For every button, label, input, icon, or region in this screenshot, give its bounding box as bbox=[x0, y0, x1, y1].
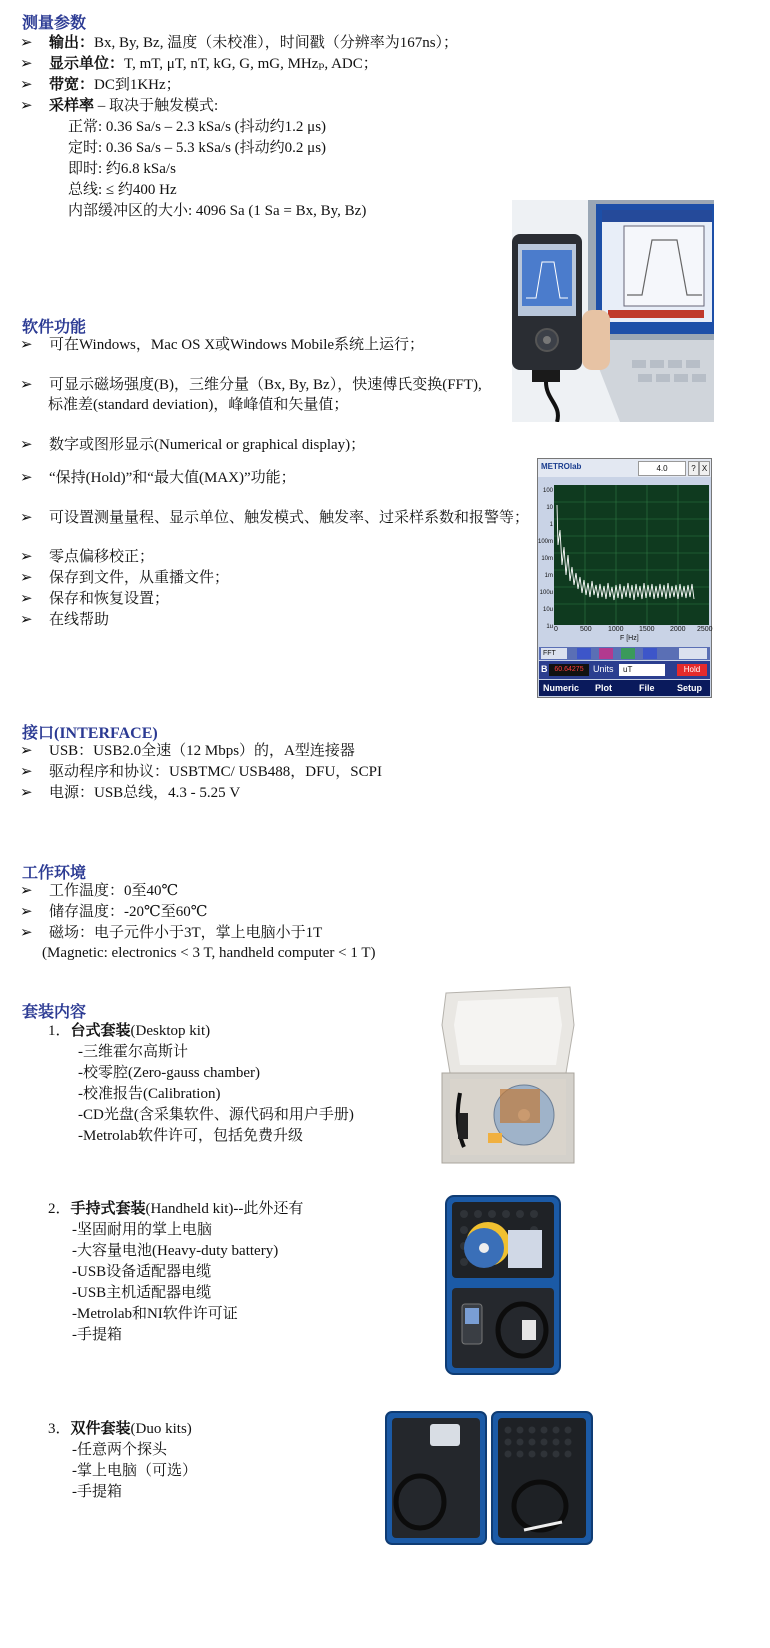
buffer-size: 内部缓冲区的大小: 4096 Sa (1 Sa = Bx, By, Bz) bbox=[68, 203, 367, 219]
sampling-normal: 正常: 0.36 Sa/s – 2.3 kSa/s (抖动约1.2 μs) bbox=[68, 119, 327, 135]
bz-toggle[interactable] bbox=[621, 648, 635, 659]
y-tick-labels: 100 10 1 100m 10m 1m 100u 10u 1u bbox=[538, 488, 554, 630]
tab-file[interactable]: File bbox=[639, 683, 655, 693]
desktop-kit-box-photo bbox=[438, 985, 578, 1167]
sampling-timed: 定时: 0.36 Sa/s – 5.3 kSa/s (抖动约0.2 μs) bbox=[68, 140, 327, 156]
fft-screenshot: METROlab 4.0 ? X 100 10 1 100m 10m 1m 100u 10u 1u 0 500 1000 1500 2000 2500 F [Hz] FFT B 60.64275 Units uT Hold Numeric Plot File Setup bbox=[537, 458, 712, 698]
bullet-arrow-icon: ➢ bbox=[20, 337, 33, 353]
readout-strip bbox=[539, 661, 710, 679]
fft-dropdown[interactable]: FFT bbox=[541, 648, 567, 659]
kit-duo-item: -掌上电脑（可选） bbox=[72, 1463, 197, 1479]
bullet-arrow-icon: ➢ bbox=[20, 591, 33, 607]
by-toggle[interactable] bbox=[599, 648, 613, 659]
handheld-laptop-photo bbox=[512, 200, 714, 422]
bullet-arrow-icon: ➢ bbox=[20, 785, 33, 801]
bullet-arrow-icon: ➢ bbox=[20, 377, 33, 393]
kit-desktop-item: -校准报告(Calibration) bbox=[78, 1086, 221, 1102]
bullet-arrow-icon: ➢ bbox=[20, 925, 33, 941]
kit-handheld-item: -手提箱 bbox=[72, 1327, 122, 1343]
fft-plot-svg bbox=[554, 485, 709, 625]
bmod-toggle[interactable] bbox=[643, 648, 657, 659]
control-strip bbox=[539, 647, 710, 660]
close-button[interactable]: X bbox=[699, 461, 710, 476]
bullet-arrow-icon: ➢ bbox=[20, 549, 33, 565]
magnetic-note: (Magnetic: electronics < 3 T, handheld computer < 1 T) bbox=[42, 945, 376, 961]
bullet-arrow-icon: ➢ bbox=[20, 570, 33, 586]
bullet-arrow-icon: ➢ bbox=[20, 883, 33, 899]
kit-duo-item: -手提箱 bbox=[72, 1484, 122, 1500]
kit-desktop-item: -校零腔(Zero-gauss chamber) bbox=[78, 1065, 261, 1081]
section-title-software: 软件功能 bbox=[22, 319, 87, 336]
bx-toggle[interactable] bbox=[577, 648, 591, 659]
kit-handheld-item: -USB设备适配器电缆 bbox=[72, 1264, 212, 1280]
kit-handheld-item: -USB主机适配器电缆 bbox=[72, 1285, 212, 1301]
units-label: Units bbox=[593, 664, 614, 674]
section-title-interface: 接口(INTERFACE) bbox=[22, 725, 158, 742]
section-title-measure: 测量参数 bbox=[22, 15, 87, 32]
bullet-arrow-icon: ➢ bbox=[20, 35, 33, 51]
kit-desktop-item: -Metrolab软件许可，包括免费升级 bbox=[78, 1128, 303, 1144]
kit-desktop-item: -CD光盘(含采集软件、源代码和用户手册) bbox=[78, 1107, 354, 1123]
bullet-arrow-icon: ➢ bbox=[20, 77, 33, 93]
kit-handheld-item: -Metrolab和NI软件许可证 bbox=[72, 1306, 238, 1322]
units-dropdown[interactable]: uT bbox=[619, 664, 665, 676]
kit-handheld-heading: 2．手持式套装(Handheld kit)--此外还有 bbox=[48, 1201, 304, 1217]
tab-bar bbox=[539, 680, 710, 696]
bullet-arrow-icon: ➢ bbox=[20, 470, 33, 486]
duo-kit-case-photo bbox=[384, 1410, 594, 1546]
kit-handheld-item: -大容量电池(Heavy-duty battery) bbox=[72, 1243, 279, 1259]
metrolab-logo: METROlab bbox=[541, 462, 582, 471]
section-title-environment: 工作环境 bbox=[22, 865, 87, 882]
bullet-arrow-icon: ➢ bbox=[20, 743, 33, 759]
bullet-arrow-icon: ➢ bbox=[20, 510, 33, 526]
bullet-arrow-icon: ➢ bbox=[20, 612, 33, 628]
kit-handheld-item: -坚固耐用的掌上电脑 bbox=[72, 1222, 212, 1238]
kit-desktop-item: -三维霍尔高斯计 bbox=[78, 1044, 188, 1060]
tab-plot[interactable]: Plot bbox=[595, 683, 612, 693]
help-button[interactable]: ? bbox=[688, 461, 699, 476]
display-fields-continued: 标准差(standard deviation)，峰峰值和矢量值； bbox=[48, 397, 349, 413]
bullet-arrow-icon: ➢ bbox=[20, 764, 33, 780]
bullet-arrow-icon: ➢ bbox=[20, 437, 33, 453]
tab-numeric[interactable]: Numeric bbox=[543, 683, 580, 693]
sampling-bus: 总线: ≤ 约400 Hz bbox=[68, 182, 177, 198]
scale-button[interactable] bbox=[679, 648, 707, 659]
kit-desktop-heading: 1．台式套装(Desktop kit) bbox=[48, 1023, 211, 1039]
kit-duo-heading: 3．双件套装(Duo kits) bbox=[48, 1421, 192, 1437]
section-title-kit: 套装内容 bbox=[22, 1004, 87, 1021]
sampling-immediate: 即时: 约6.8 kSa/s bbox=[68, 161, 176, 177]
x-axis-label: F [Hz] bbox=[620, 635, 639, 642]
hold-button[interactable]: Hold bbox=[677, 664, 707, 676]
tab-setup[interactable]: Setup bbox=[677, 683, 703, 693]
b-readout: 60.64275 bbox=[549, 664, 589, 676]
bullet-arrow-icon: ➢ bbox=[20, 904, 33, 920]
bullet-arrow-icon: ➢ bbox=[20, 56, 33, 72]
b-label: B bbox=[541, 664, 548, 674]
handheld-kit-case-photo bbox=[444, 1194, 562, 1376]
screenshot-header bbox=[538, 459, 711, 477]
bullet-arrow-icon: ➢ bbox=[20, 98, 33, 114]
kit-duo-item: -任意两个探头 bbox=[72, 1442, 167, 1458]
value-box: 4.0 bbox=[638, 461, 686, 476]
